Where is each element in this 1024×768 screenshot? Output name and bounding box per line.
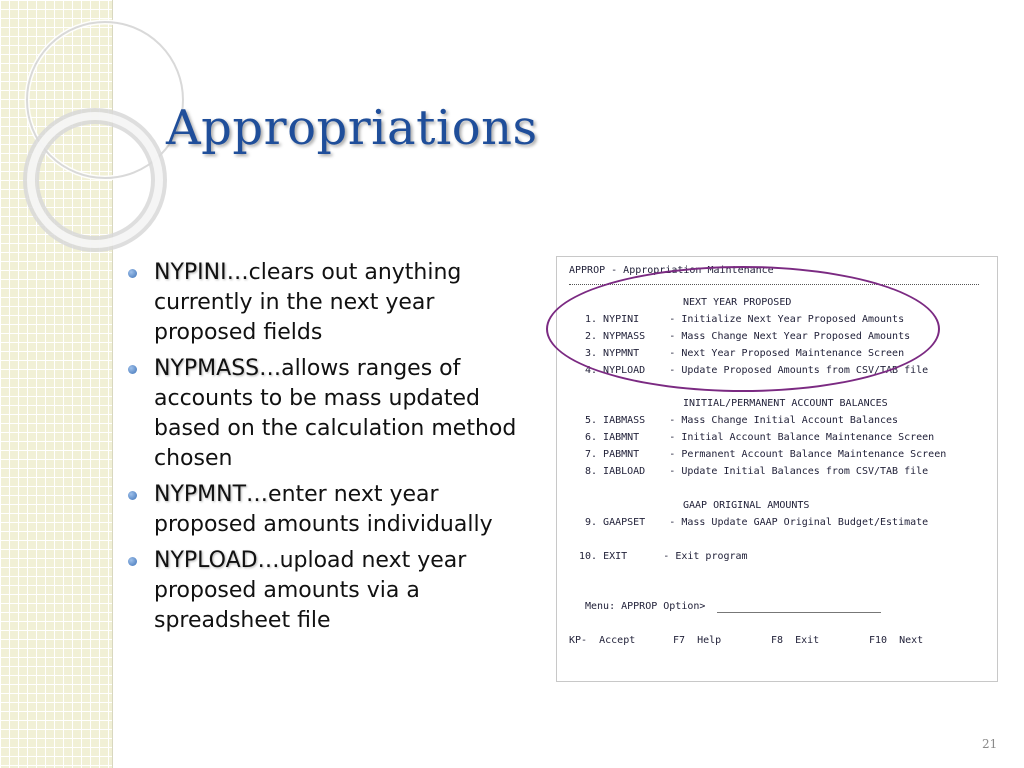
fkey-action: Next (899, 635, 924, 646)
bullet-icon (128, 491, 137, 500)
menu-option-exit[interactable]: 10. EXIT - Exit program (579, 551, 748, 562)
menu-option-nypmnt[interactable]: 3. NYPMNT - Next Year Proposed Maintenance Screen (585, 348, 905, 359)
bullet-term: NYPLOAD… (154, 548, 280, 573)
fkey-action: Accept (599, 635, 636, 646)
bullet-item-nypload (126, 546, 536, 636)
menu-option-pabmnt[interactable]: 7. PABMNT - Permanent Account Balance Maintenance Screen (585, 449, 947, 460)
section-heading-next-year: NEXT YEAR PROPOSED (683, 297, 792, 308)
fkey-next[interactable] (869, 635, 923, 647)
terminal-header: APPROP - Appropriation Maintenance (569, 265, 774, 276)
fkey-help[interactable] (673, 635, 721, 647)
bullet-item-nypmass (126, 354, 536, 474)
bullet-term: NYPMNT… (154, 482, 269, 507)
menu-option-nypload[interactable]: 4. NYPLOAD - Update Proposed Amounts from CSV/TAB file (585, 365, 929, 376)
bullet-text: clears out anything currently in the next year proposed fields (154, 260, 462, 345)
highlight-oval (546, 266, 940, 392)
bullet-icon (128, 365, 137, 374)
menu-option-gaapset[interactable]: 9. GAAPSET - Mass Update GAAP Original Budget/Estimate (585, 517, 929, 528)
fkey-label: KP- (569, 635, 588, 646)
menu-option-nypini[interactable]: 1. NYPINI - Initialize Next Year Proposed Amounts (585, 314, 905, 325)
bullet-icon (128, 557, 137, 566)
fkey-label: F7 (673, 635, 686, 646)
fkey-action: Help (697, 635, 722, 646)
bullet-text: allows ranges of accounts to be mass updated based on the calculation method chosen (154, 356, 517, 471)
bullet-term: NYPMASS… (154, 356, 282, 381)
menu-option-nypmass[interactable]: 2. NYPMASS - Mass Change Next Year Proposed Amounts (585, 331, 911, 342)
bullet-item-nypmnt (126, 480, 536, 540)
bullet-term: NYPINI… (154, 260, 249, 285)
menu-prompt-label: Menu: APPROP Option> (585, 601, 706, 612)
section-heading-initial: INITIAL/PERMANENT ACCOUNT BALANCES (683, 398, 888, 409)
fkey-label: F10 (869, 635, 888, 646)
menu-option-iabload[interactable]: 8. IABLOAD - Update Initial Balances from CSV/TAB file (585, 466, 929, 477)
bullet-item-nypini (126, 258, 536, 348)
bullet-list (126, 258, 536, 642)
bullet-text: upload next year proposed amounts via a spreadsheet file (154, 548, 467, 633)
bullet-icon (128, 269, 137, 278)
menu-option-iabmnt[interactable]: 6. IABMNT - Initial Account Balance Maintenance Screen (585, 432, 935, 443)
fkey-action: Exit (795, 635, 820, 646)
slide-title: Appropriations (166, 100, 538, 156)
page-number: 21 (982, 737, 998, 751)
bullet-text: enter next year proposed amounts individually (154, 482, 493, 537)
fkey-accept[interactable] (569, 635, 635, 647)
menu-option-iabmass[interactable]: 5. IABMASS - Mass Change Initial Account Balances (585, 415, 899, 426)
menu-option-input[interactable] (717, 612, 881, 613)
fkey-label: F8 (771, 635, 784, 646)
section-heading-gaap: GAAP ORIGINAL AMOUNTS (683, 500, 810, 511)
fkey-exit[interactable] (771, 635, 819, 647)
